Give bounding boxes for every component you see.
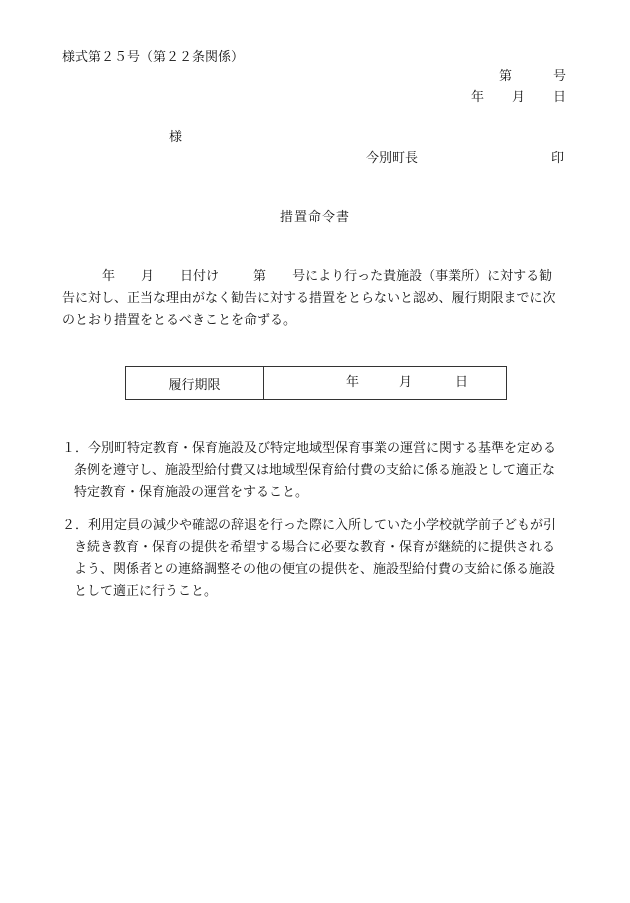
- deadline-day: 日: [455, 375, 469, 390]
- order-item-2-line-3: よう、関係者との連絡調整その他の便宜の提供を、施設型給付費の支給に係る施設: [74, 562, 556, 577]
- body-number-prefix: 第: [253, 269, 267, 284]
- performance-deadline-table: [125, 366, 507, 400]
- body-year: 年: [102, 269, 116, 284]
- document-title: 措置命令書: [279, 210, 350, 225]
- seal-mark: 印: [551, 151, 565, 166]
- date-month: 月: [512, 90, 526, 105]
- deadline-month: 月: [399, 375, 413, 390]
- order-item-1-line-2: 条例を遵守し、施設型給付費又は地域型保育給付費の支給に係る施設として適正な: [74, 463, 556, 478]
- addressee-suffix: 様: [169, 130, 183, 145]
- date-day: 日: [553, 90, 567, 105]
- order-item-1: [62, 438, 582, 504]
- order-item-2-line-1: ２．利用定員の減少や確認の辞退を行った際に入所していた小学校就学前子どもが引: [62, 518, 557, 533]
- body-line-1-rest: 号により行った貴施設（事業所）に対する勧: [292, 269, 553, 284]
- order-item-2-line-4: として適正に行うこと。: [74, 584, 218, 599]
- deadline-label: 履行期限: [126, 367, 264, 399]
- body-day: 日付け: [180, 269, 220, 284]
- body-line-3: のとおり措置をとるべきことを命ずる。: [62, 313, 297, 328]
- body-line-1: [62, 266, 582, 288]
- body-paragraph: [62, 266, 582, 332]
- deadline-value-cell: [264, 367, 506, 399]
- order-item-1-line-3: 特定教育・保育施設の運営をすること。: [74, 485, 309, 500]
- document-number-prefix: 第: [499, 69, 513, 84]
- order-item-2: [62, 515, 582, 603]
- form-label: 様式第２５号（第２２条関係）: [62, 50, 245, 65]
- document-number-suffix: 号: [553, 69, 567, 84]
- order-item-1-line-1: １．今別町特定教育・保育施設及び特定地域型保育事業の運営に関する基準を定める: [62, 441, 557, 456]
- date-year: 年: [471, 90, 485, 105]
- order-item-2-line-2: き続き教育・保育の提供を希望する場合に必要な教育・保育が継続的に提供される: [74, 540, 556, 555]
- deadline-year: 年: [346, 375, 360, 390]
- body-month: 月: [141, 269, 155, 284]
- sender-name: 今別町長: [366, 151, 419, 166]
- body-line-2: 告に対し、正当な理由がなく勧告に対する措置をとらないと認め、履行期限までに次: [62, 291, 556, 306]
